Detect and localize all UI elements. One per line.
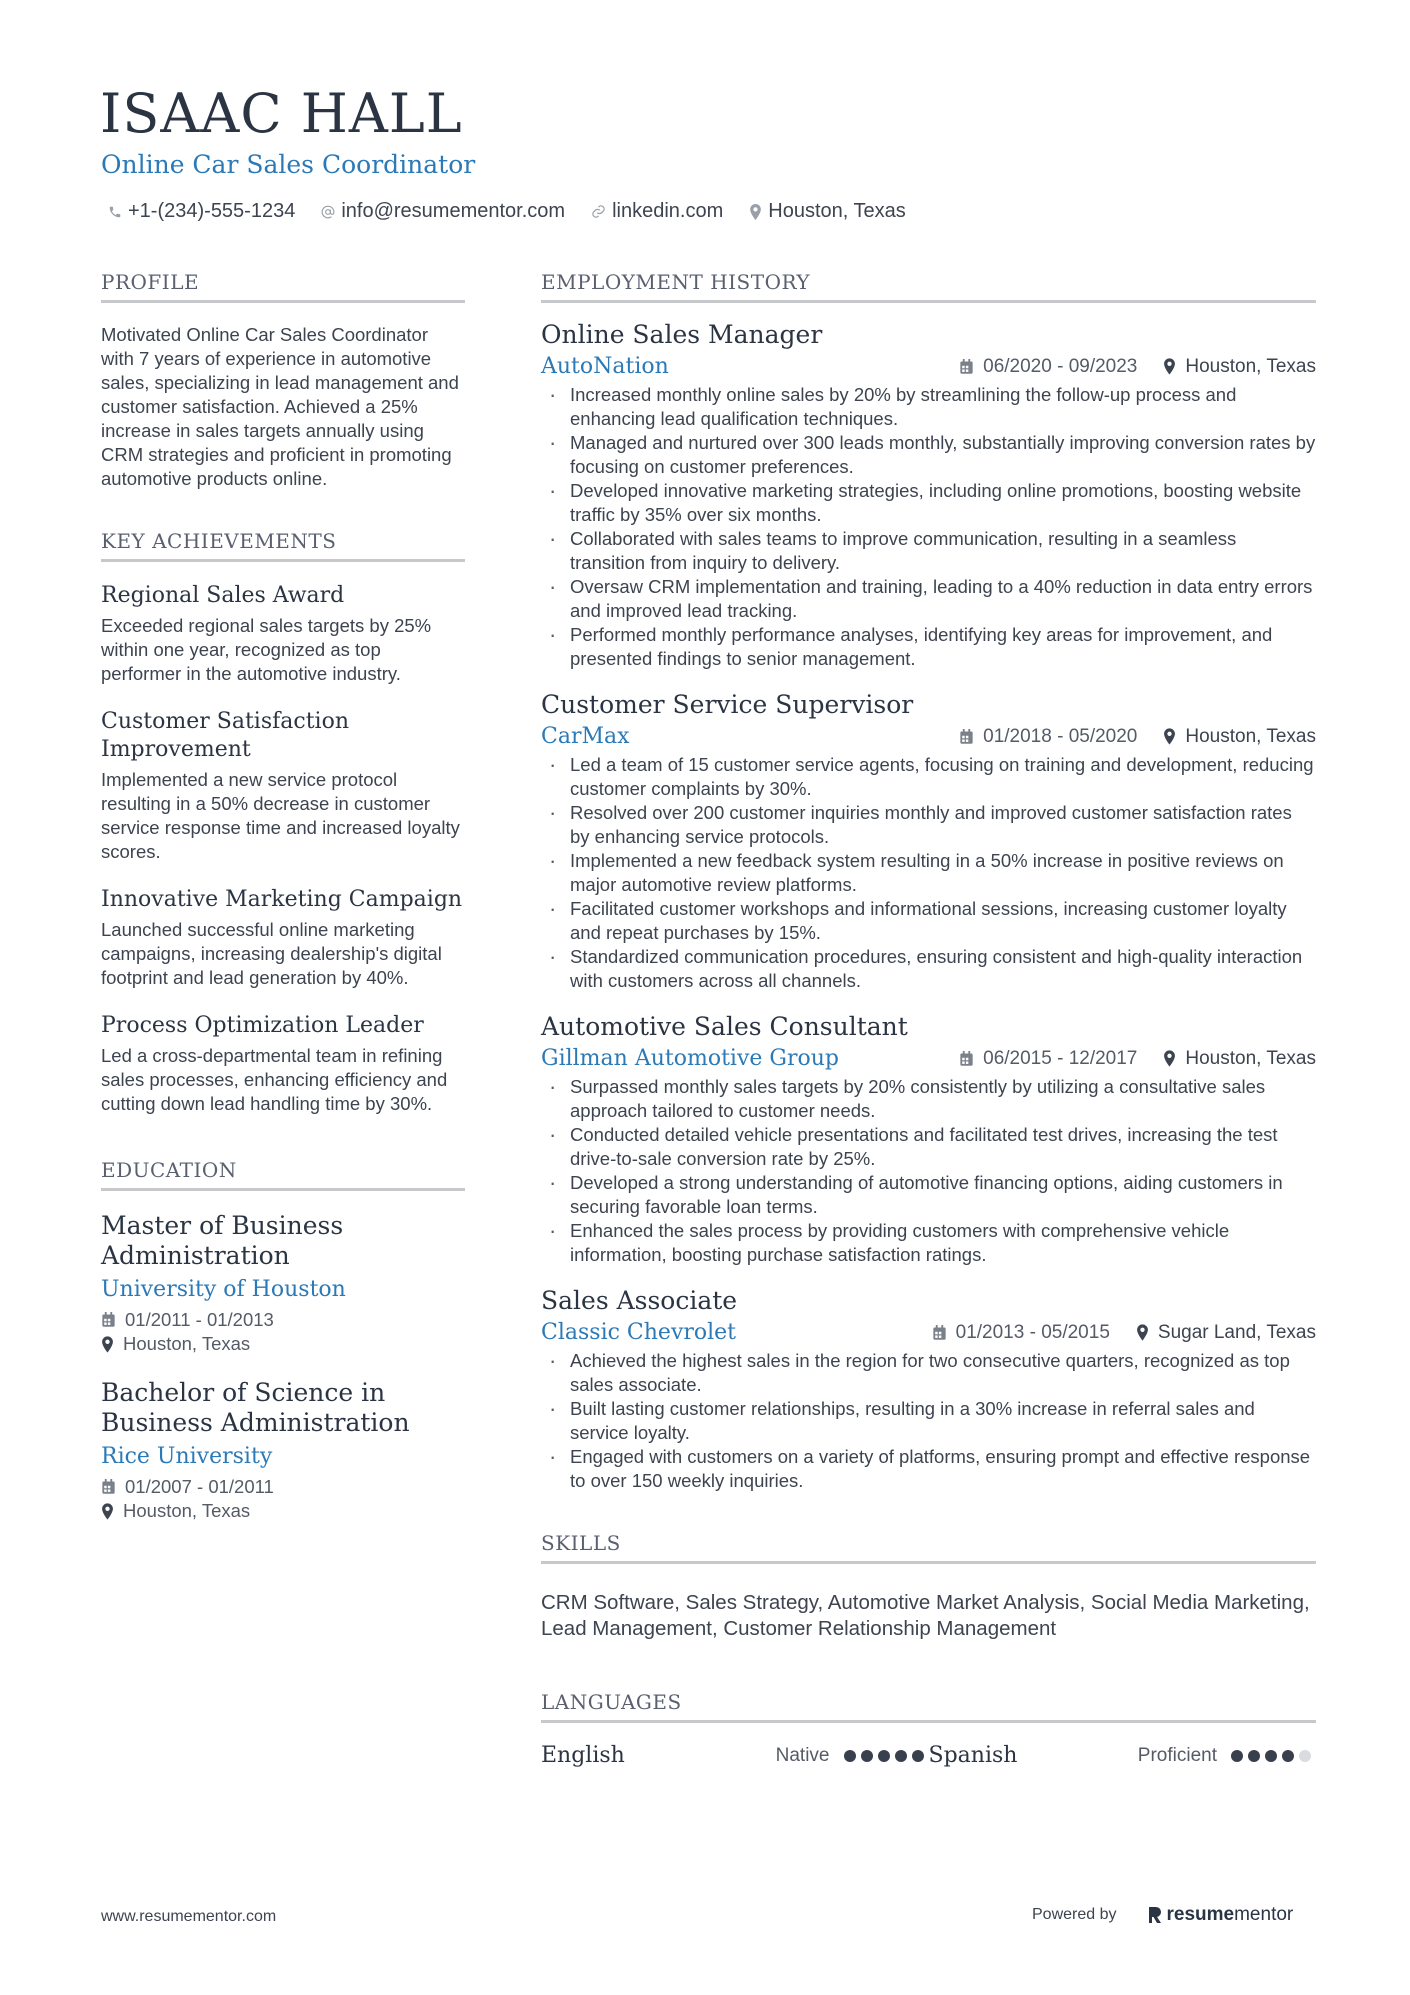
rating-dot-filled — [861, 1750, 873, 1762]
job-meta — [541, 724, 1316, 749]
email-link[interactable]: info@resumementor.com — [341, 200, 566, 222]
achievement-title: Innovative Marketing Campaign — [101, 887, 463, 912]
job-location — [1163, 1048, 1316, 1070]
profile-text: Motivated Online Car Sales Coordinator with 7 years of experience in automotive sales, specializing in lead management and customer satisfaction. Achieved a 25% increase in sales targets annually using CRM strategies and proficient in promoting automotive products online. — [101, 324, 459, 489]
degree-title: Master of Business Administration — [101, 1211, 344, 1270]
achievement-title: Regional Sales Award — [101, 583, 345, 608]
linkedin-link[interactable]: linkedin.com — [612, 200, 724, 222]
job-entry — [541, 319, 1316, 671]
phone-text: +1-(234)-555-1234 — [128, 200, 296, 222]
languages-heading: LANGUAGES — [541, 1690, 1316, 1723]
candidate-name: ISAAC HALL — [100, 82, 463, 145]
left-column — [101, 270, 465, 1545]
education-dates — [101, 1475, 465, 1499]
language-rating — [1231, 1750, 1316, 1762]
achievement-item — [101, 708, 465, 864]
rating-dot-filled — [912, 1750, 924, 1762]
job-bullets — [541, 1075, 1316, 1267]
rating-dot-empty — [1299, 1750, 1311, 1762]
rating-dot-filled — [844, 1750, 856, 1762]
language-item — [541, 1743, 929, 1768]
education-dates-text: 01/2007 - 01/2011 — [125, 1476, 274, 1497]
bullet-item: · Implemented a new feedback system resulting in a 50% increase in positive reviews on major automotive review platforms. — [541, 849, 1316, 897]
bullet-item: · Oversaw CRM implementation and training, leading to a 40% reduction in data entry errors and improved lead tracking. — [541, 575, 1316, 623]
job-entry — [541, 1285, 1316, 1493]
language-name: English — [541, 1743, 625, 1768]
rating-dot-filled — [1265, 1750, 1277, 1762]
map-pin-icon — [101, 1336, 114, 1353]
bullet-item: · Facilitated customer workshops and informational sessions, increasing customer loyalty and repeat purchases by 15%. — [541, 897, 1316, 945]
map-pin-icon — [749, 204, 762, 220]
job-bullets — [541, 383, 1316, 671]
contact-phone — [108, 200, 295, 223]
rating-dot-filled — [1248, 1750, 1260, 1762]
job-entry — [541, 689, 1316, 993]
rating-dot-filled — [1231, 1750, 1243, 1762]
education-location-text: Houston, Texas — [123, 1333, 251, 1354]
bullet-item: · Conducted detailed vehicle presentations and facilitated test drives, increasing the test drive-to-sale conversion rate by 25%. — [541, 1123, 1316, 1171]
languages-list — [541, 1743, 1316, 1768]
calendar-icon — [959, 1051, 974, 1067]
education-location — [101, 1332, 465, 1356]
brand-logo-icon — [1147, 1905, 1163, 1925]
job-bullets — [541, 1349, 1316, 1493]
location-text: Houston, Texas — [768, 200, 906, 222]
bullet-item: · Standardized communication procedures, ensuring consistent and high-quality interaction with customers across all channels. — [541, 945, 1316, 993]
contact-email[interactable] — [321, 200, 565, 223]
achievement-text: Led a cross-departmental team in refining sales processes, enhancing efficiency and cutting down lead handling time by 30%. — [101, 1045, 448, 1114]
bullet-item: · Collaborated with sales teams to improve communication, resulting in a seamless transition from inquiry to delivery. — [541, 527, 1316, 575]
contact-linkedin[interactable] — [591, 200, 723, 223]
map-pin-icon — [1163, 358, 1176, 375]
map-pin-icon — [101, 1503, 114, 1520]
job-meta — [541, 354, 1316, 379]
calendar-icon — [959, 359, 974, 375]
brand-logo[interactable] — [1147, 1904, 1294, 1926]
employment-heading: EMPLOYMENT HISTORY — [541, 270, 1316, 303]
education-location-text: Houston, Texas — [123, 1500, 251, 1521]
education-heading: EDUCATION — [101, 1158, 465, 1191]
powered-by-label: Powered by — [1032, 1906, 1117, 1923]
calendar-icon — [101, 1312, 116, 1328]
skills-heading: SKILLS — [541, 1531, 1316, 1564]
bullet-item: · Managed and nurtured over 300 leads monthly, substantially improving conversion rates by focusing on customer preferences. — [541, 431, 1316, 479]
bullet-item: · Surpassed monthly sales targets by 20% consistently by utilizing a consultative sales approach tailored to customer needs. — [541, 1075, 1316, 1123]
achievement-text: Launched successful online marketing campaigns, increasing dealership's digital footprint and lead generation by 40%. — [101, 919, 442, 988]
job-location — [1163, 726, 1316, 748]
profile-section — [101, 270, 465, 491]
job-dates-text: 01/2018 - 05/2020 — [983, 725, 1138, 747]
calendar-icon — [101, 1479, 116, 1495]
education-item — [101, 1378, 465, 1523]
map-pin-icon — [1136, 1324, 1149, 1341]
bullet-item: · Led a team of 15 customer service agents, focusing on training and development, reducing customer complaints by 30%. — [541, 753, 1316, 801]
job-dates-text: 06/2015 - 12/2017 — [983, 1047, 1138, 1069]
contact-bar — [108, 200, 932, 223]
job-location — [1136, 1322, 1316, 1344]
contact-location — [749, 200, 906, 223]
bullet-item: · Achieved the highest sales in the region for two consecutive quarters, recognized as top sales associate. — [541, 1349, 1316, 1397]
language-rating — [844, 1750, 929, 1762]
brand-name-bold: resume — [1166, 1904, 1235, 1925]
education-item — [101, 1211, 465, 1356]
language-level: Proficient — [1137, 1744, 1217, 1766]
job-title: Online Car Sales Coordinator — [101, 150, 476, 179]
achievement-text: Exceeded regional sales targets by 25% within one year, recognized as top performer in the automotive industry. — [101, 615, 432, 684]
achievements-section — [101, 529, 465, 1116]
job-company: CarMax — [541, 724, 630, 749]
languages-section — [541, 1690, 1316, 1768]
language-item — [929, 1743, 1317, 1768]
degree-title: Bachelor of Science in Business Administration — [101, 1378, 410, 1437]
job-dates-text: 01/2013 - 05/2015 — [955, 1321, 1110, 1343]
rating-dot-filled — [1282, 1750, 1294, 1762]
at-icon — [321, 205, 335, 219]
link-icon — [591, 204, 606, 219]
school-name: Rice University — [101, 1444, 273, 1469]
achievement-title: Customer Satisfaction Improvement — [101, 709, 349, 762]
calendar-icon — [932, 1325, 947, 1341]
job-location-text: Houston, Texas — [1185, 725, 1316, 747]
achievement-text: Implemented a new service protocol resulting in a 50% decrease in customer service response time and increased loyalty scores. — [101, 769, 460, 862]
profile-heading: PROFILE — [101, 270, 465, 303]
map-pin-icon — [1163, 1050, 1176, 1067]
skills-text: CRM Software, Sales Strategy, Automotive Market Analysis, Social Media Marketing, Lead Management, Customer Relationship Management — [541, 1591, 1310, 1640]
right-column — [541, 270, 1316, 1768]
job-meta — [541, 1046, 1316, 1071]
job-company: AutoNation — [541, 354, 669, 379]
achievement-item — [101, 582, 465, 686]
education-location — [101, 1499, 465, 1523]
achievement-title: Process Optimization Leader — [101, 1013, 424, 1038]
achievements-heading: KEY ACHIEVEMENTS — [101, 529, 465, 562]
job-location-text: Houston, Texas — [1185, 355, 1316, 377]
job-location — [1163, 356, 1316, 378]
job-location-text: Houston, Texas — [1185, 1047, 1316, 1069]
job-location-text: Sugar Land, Texas — [1157, 1321, 1316, 1343]
achievement-item — [101, 1012, 465, 1116]
job-position: Customer Service Supervisor — [541, 690, 914, 719]
school-name: University of Houston — [101, 1277, 346, 1302]
language-level: Native — [775, 1744, 830, 1766]
brand-name-light: mentor — [1234, 1904, 1294, 1925]
job-position: Online Sales Manager — [541, 320, 823, 349]
job-position: Sales Associate — [541, 1286, 738, 1315]
education-dates-text: 01/2011 - 01/2013 — [125, 1309, 274, 1330]
achievement-item — [101, 886, 465, 990]
rating-dot-filled — [895, 1750, 907, 1762]
language-name: Spanish — [928, 1743, 1018, 1768]
job-bullets — [541, 753, 1316, 993]
bullet-item: · Developed innovative marketing strategies, including online promotions, boosting website traffic by 35% over six months. — [541, 479, 1316, 527]
job-dates — [959, 726, 1137, 748]
bullet-item: · Performed monthly performance analyses, identifying key areas for improvement, and presented findings to senior management. — [541, 623, 1316, 671]
job-company: Classic Chevrolet — [541, 1320, 737, 1345]
education-dates — [101, 1308, 465, 1332]
job-dates-text: 06/2020 - 09/2023 — [983, 355, 1138, 377]
bullet-item: · Developed a strong understanding of automotive financing options, aiding customers in securing favorable loan terms. — [541, 1171, 1316, 1219]
job-dates — [959, 356, 1137, 378]
bullet-item: · Built lasting customer relationships, resulting in a 30% increase in referral sales and service loyalty. — [541, 1397, 1316, 1445]
bullet-item: · Resolved over 200 customer inquiries monthly and improved customer satisfaction rates by enhancing service protocols. — [541, 801, 1316, 849]
job-dates — [932, 1322, 1110, 1344]
rating-dot-filled — [878, 1750, 890, 1762]
employment-section — [541, 270, 1316, 1493]
job-entry — [541, 1011, 1316, 1267]
footer-branding — [1032, 1904, 1293, 1926]
calendar-icon — [959, 729, 974, 745]
job-dates — [959, 1048, 1137, 1070]
job-position: Automotive Sales Consultant — [541, 1012, 908, 1041]
footer-website[interactable]: www.resumementor.com — [101, 1908, 277, 1925]
map-pin-icon — [1163, 728, 1176, 745]
job-company: Gillman Automotive Group — [541, 1046, 839, 1071]
skills-section — [541, 1531, 1316, 1642]
education-section — [101, 1158, 465, 1523]
bullet-item: · Engaged with customers on a variety of platforms, ensuring prompt and effective response to over 150 weekly inquiries. — [541, 1445, 1316, 1493]
phone-icon — [108, 205, 122, 219]
bullet-item: · Enhanced the sales process by providing customers with comprehensive vehicle information, boosting purchase satisfaction ratings. — [541, 1219, 1316, 1267]
bullet-item: · Increased monthly online sales by 20% by streamlining the follow-up process and enhancing lead qualification techniques. — [541, 383, 1316, 431]
job-meta — [541, 1320, 1316, 1345]
